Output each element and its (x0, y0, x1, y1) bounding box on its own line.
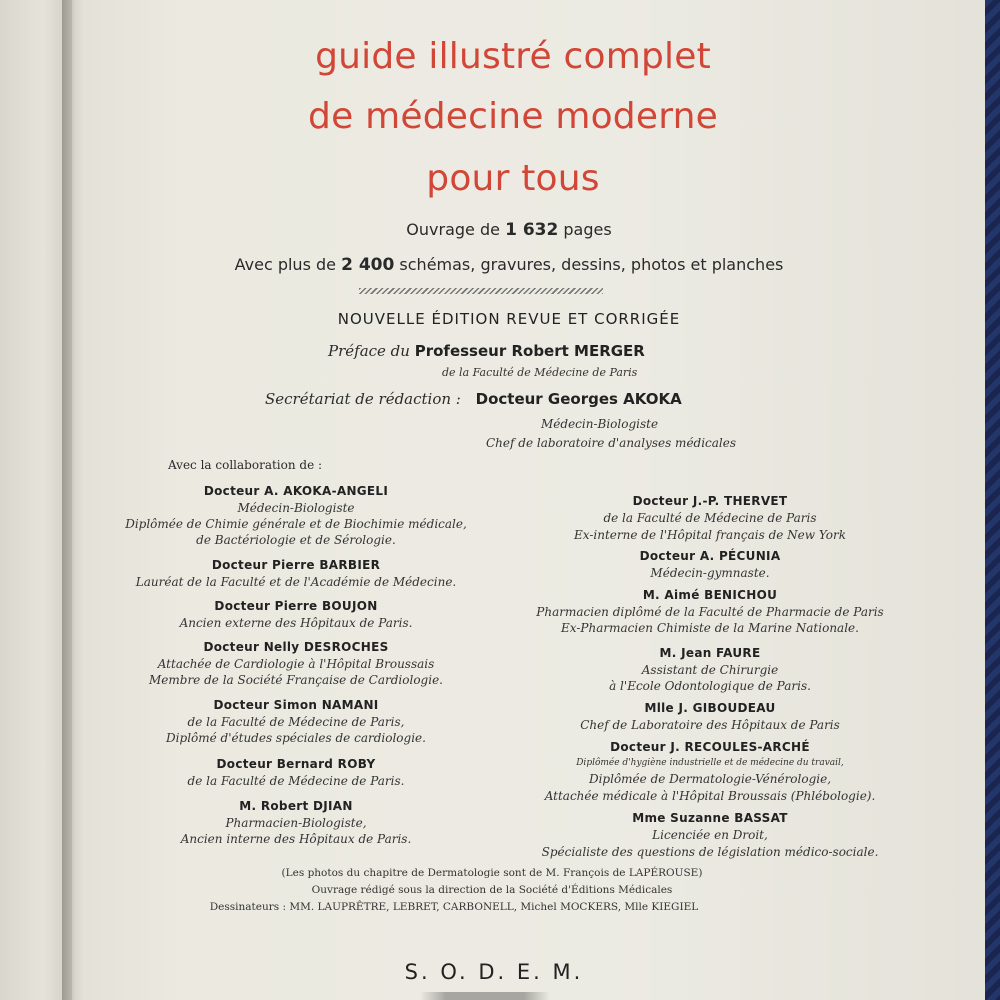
ornament-divider (359, 288, 603, 294)
collaborator-name: Docteur Bernard ROBY (216, 757, 376, 771)
collaborator-detail: Pharmacien diplômé de la Faculté de Pharmacie de Paris (536, 605, 884, 619)
publisher-name: S. O. D. E. M. (404, 960, 584, 984)
collaborator-detail: Assistant de Chirurgie (641, 663, 779, 677)
title-page (72, 0, 985, 1000)
title-line-1: guide illustré complet (315, 36, 711, 77)
secretariat-name: Docteur Georges AKOKA (475, 390, 682, 408)
page-count-suffix: pages (563, 220, 612, 239)
preface-line (328, 342, 645, 360)
preface-label: Préface du (328, 342, 410, 360)
secretariat-title-2: Chef de laboratoire d'analyses médicales (486, 436, 737, 450)
collaborator-name: Docteur J.-P. THERVET (632, 494, 788, 508)
collaborator-name: M. Aimé BENICHOU (642, 588, 778, 602)
collaborator-detail: Diplômée de Dermatologie-Vénérologie, (588, 772, 832, 786)
collaborator-detail: Diplômé d'études spéciales de cardiologie. (166, 731, 426, 745)
book-gutter-shadow (62, 0, 84, 1000)
illustrations-suffix: schémas, gravures, dessins, photos et planches (399, 255, 784, 274)
drawers-credit: Dessinateurs : MM. LAUPRÊTRE, LEBRET, CARBONELL, Michel MOCKERS, Mlle KIEGIEL (209, 901, 699, 913)
secretariat-label: Secrétariat de rédaction : (265, 390, 461, 408)
collaborator-name: Docteur J. RECOULES-ARCHÉ (610, 740, 810, 754)
direction-credit: Ouvrage rédigé sous la direction de la Société d'Éditions Médicales (311, 884, 673, 896)
collaborator-name: M. Jean FAURE (659, 646, 761, 660)
collaborator-name: Mme Suzanne BASSAT (632, 811, 788, 825)
collaborator-detail: de la Faculté de Médecine de Paris, (187, 715, 405, 729)
page-count-value: 1 632 (505, 220, 559, 240)
collaborator-name: Docteur Simon NAMANI (213, 698, 379, 712)
collaborator-name: Docteur A. AKOKA-ANGELI (203, 484, 389, 498)
collaborator-detail: Diplômée d'hygiène industrielle et de médecine du travail, (576, 758, 844, 768)
page-count-prefix: Ouvrage de (406, 220, 500, 239)
illustrations-prefix: Avec plus de (234, 255, 336, 274)
collaborator-detail: Membre de la Société Française de Cardiologie. (149, 673, 443, 687)
page-count-line (406, 220, 611, 240)
collaborator-detail: Médecin-Biologiste (237, 501, 355, 515)
collaborator-detail: Ancien externe des Hôpitaux de Paris. (179, 616, 413, 630)
collaborator-name: M. Robert DJIAN (239, 799, 353, 813)
collaborator-detail: de la Faculté de Médecine de Paris (603, 511, 817, 525)
illustrations-line (235, 255, 784, 275)
collaborator-detail: Spécialiste des questions de législation médico-sociale. (541, 845, 879, 859)
collaborator-name: Docteur A. PÉCUNIA (639, 549, 781, 563)
collaborator-detail: Attachée médicale à l'Hôpital Broussais (Phlébologie). (544, 789, 876, 803)
edition-line: NOUVELLE ÉDITION REVUE ET CORRIGÉE (337, 310, 681, 328)
background-fabric (985, 0, 1000, 1000)
collaborator-name: Docteur Pierre BARBIER (211, 558, 381, 572)
title-line-2: de médecine moderne (308, 96, 718, 137)
collaborator-detail: de la Faculté de Médecine de Paris. (187, 774, 405, 788)
secretariat-line (265, 390, 682, 408)
preface-affiliation: de la Faculté de Médecine de Paris (442, 366, 638, 379)
collaborator-name: Mlle J. GIBOUDEAU (644, 701, 776, 715)
collaborator-detail: Pharmacien-Biologiste, (225, 816, 367, 830)
collaborator-detail: Ex-interne de l'Hôpital français de New York (574, 528, 846, 542)
title-line-3: pour tous (426, 158, 600, 199)
collaborator-detail: Licenciée en Droit, (652, 828, 768, 842)
collaboration-label: Avec la collaboration de : (168, 458, 323, 472)
collaborator-detail: Médecin-gymnaste. (650, 566, 770, 580)
illustrations-count: 2 400 (341, 255, 395, 275)
collaborator-name: Docteur Nelly DESROCHES (203, 640, 389, 654)
collaborator-detail: Ex-Pharmacien Chimiste de la Marine Nationale. (561, 621, 859, 635)
cropped-address-line (420, 992, 550, 1000)
collaborator-detail: Chef de Laboratoire des Hôpitaux de Paris (580, 718, 840, 732)
collaborator-detail: Diplômée de Chimie générale et de Biochimie médicale, (125, 517, 467, 531)
collaborator-detail: à l'Ecole Odontologique de Paris. (609, 679, 811, 693)
secretariat-title-1: Médecin-Biologiste (541, 417, 659, 431)
preface-name: Professeur Robert MERGER (414, 342, 645, 360)
photo-credit: (Les photos du chapitre de Dermatologie sont de M. François de LAPÉROUSE) (281, 867, 703, 879)
collaborator-detail: Ancien interne des Hôpitaux de Paris. (180, 832, 412, 846)
collaborator-detail: Lauréat de la Faculté et de l'Académie de Médecine. (135, 575, 457, 589)
collaborator-detail: de Bactériologie et de Sérologie. (196, 533, 396, 547)
collaborator-name: Docteur Pierre BOUJON (214, 599, 378, 613)
collaborator-detail: Attachée de Cardiologie à l'Hôpital Broussais (157, 657, 435, 671)
